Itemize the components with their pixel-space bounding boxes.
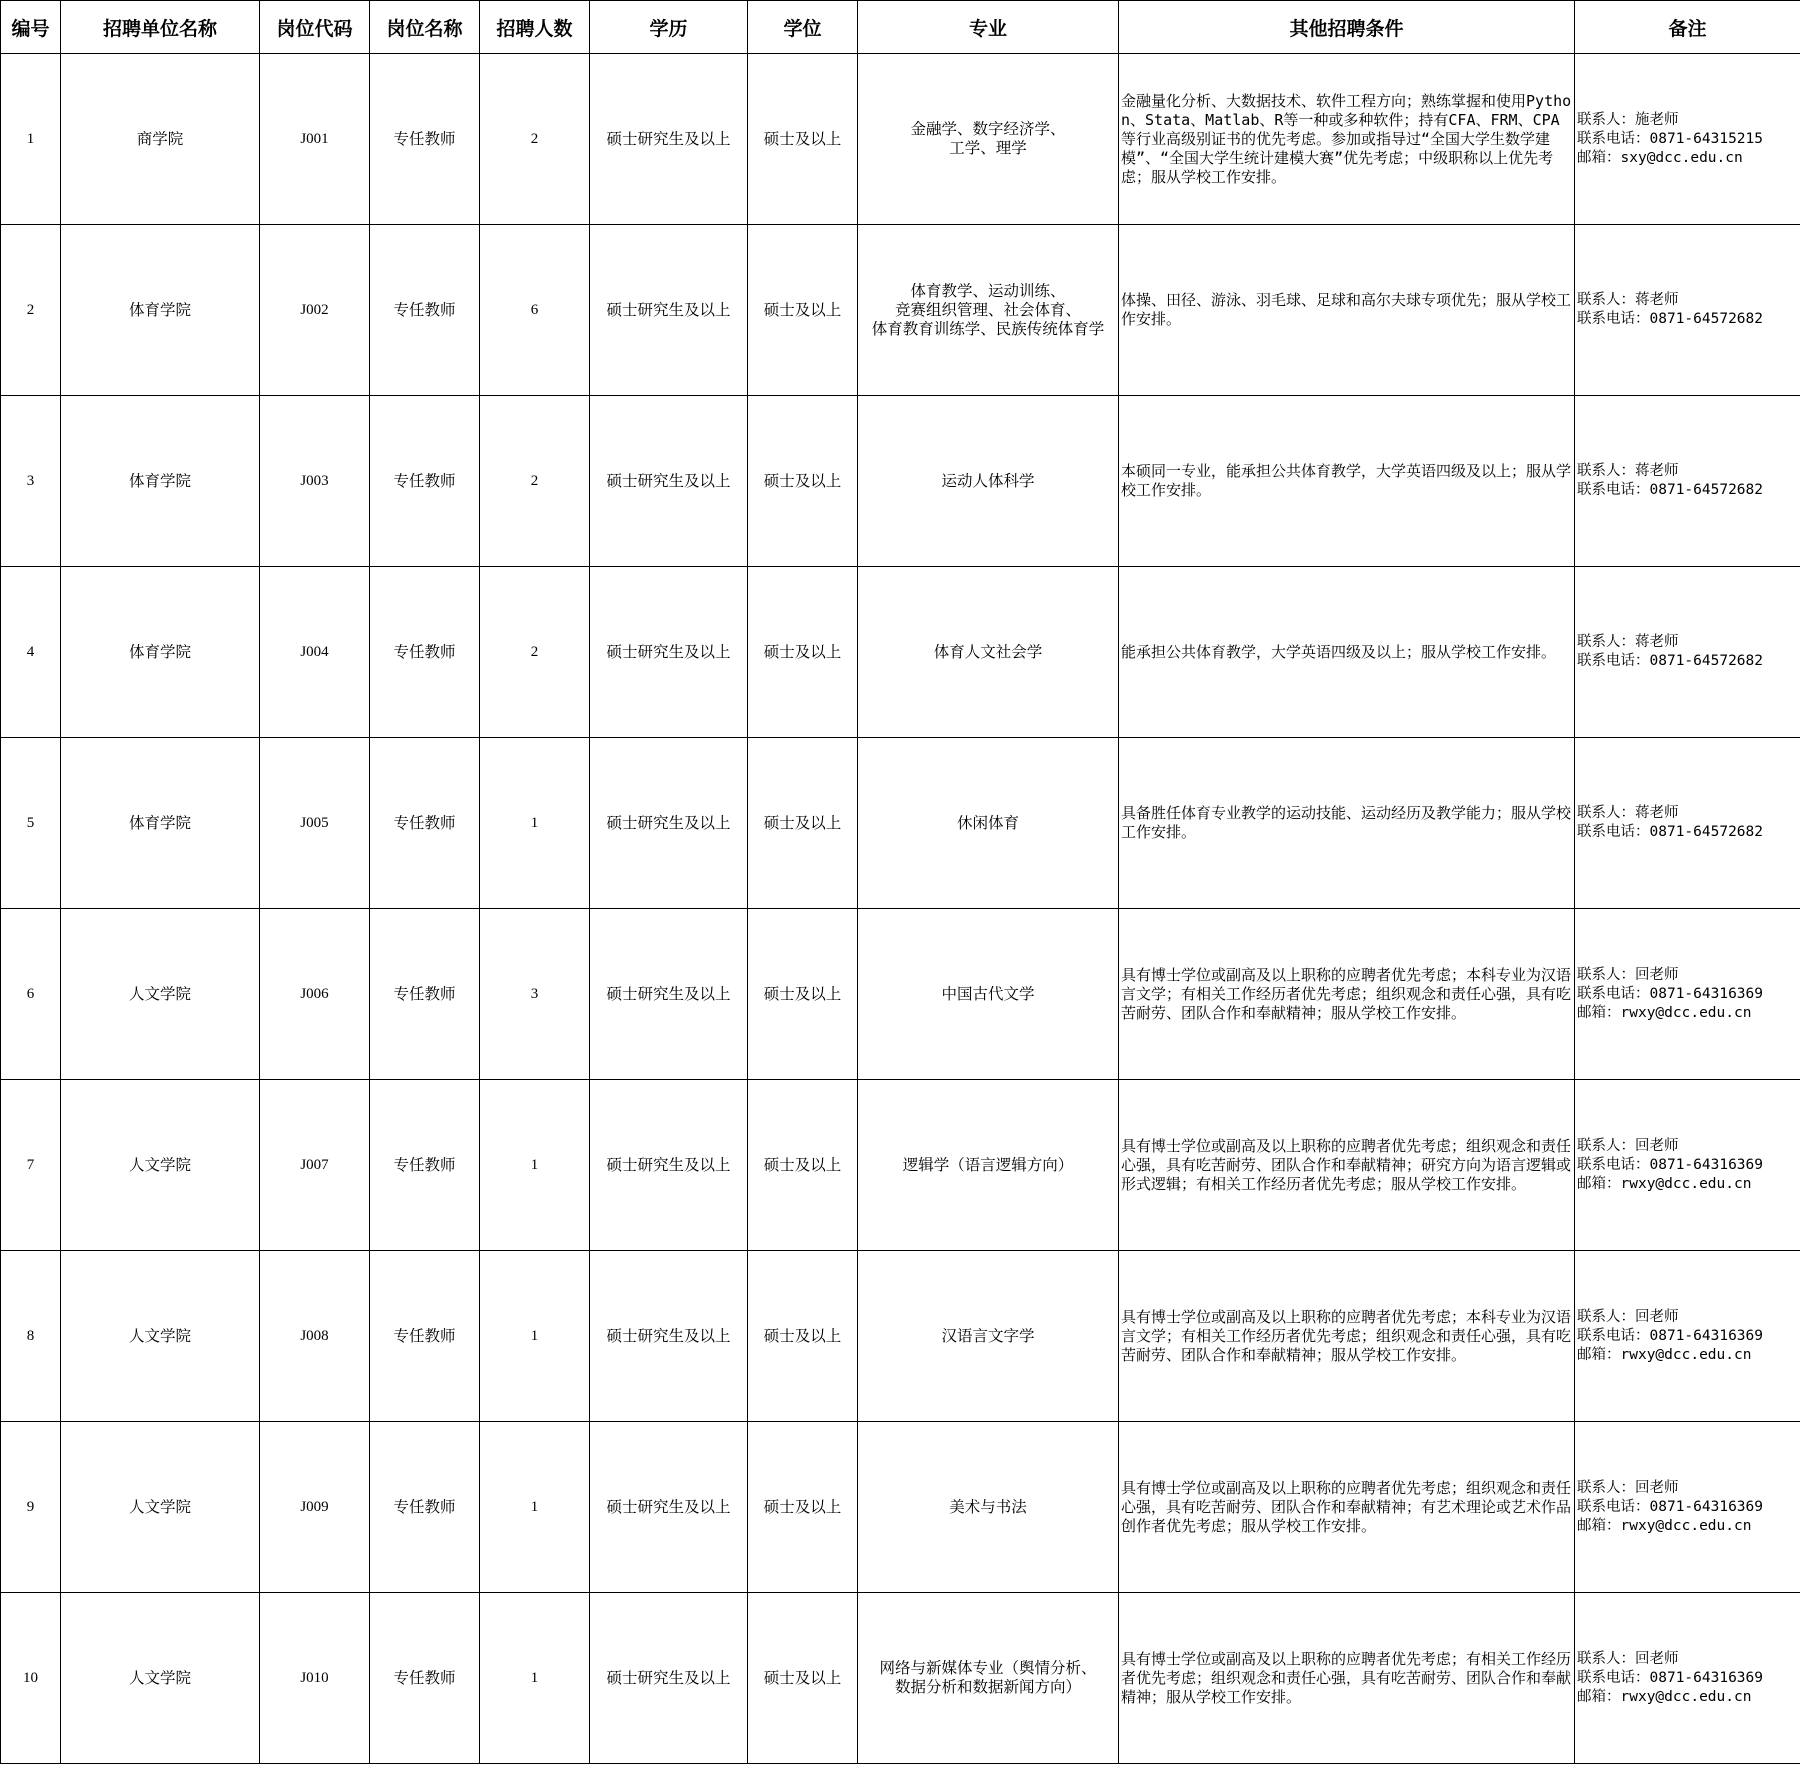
cell-code: J008 <box>260 1251 370 1422</box>
cell-edu: 硕士研究生及以上 <box>590 909 748 1080</box>
cell-unit: 人文学院 <box>61 1422 260 1593</box>
cell-note: 联系人：蒋老师 联系电话：0871-64572682 <box>1575 225 1800 396</box>
table-row <box>1 225 1800 396</box>
cell-code: J003 <box>260 396 370 567</box>
cell-note: 联系人：回老师 联系电话：0871-64316369 邮箱：rwxy@dcc.edu.cn <box>1575 1080 1800 1251</box>
cell-count: 1 <box>480 1593 590 1764</box>
cell-major: 逻辑学（语言逻辑方向） <box>858 1080 1119 1251</box>
cell-no: 10 <box>1 1593 61 1764</box>
cell-edu: 硕士研究生及以上 <box>590 1251 748 1422</box>
table-row <box>1 738 1800 909</box>
cell-code: J009 <box>260 1422 370 1593</box>
cell-code: J010 <box>260 1593 370 1764</box>
table-row <box>1 567 1800 738</box>
cell-no: 2 <box>1 225 61 396</box>
cell-count: 6 <box>480 225 590 396</box>
header-code: 岗位代码 <box>260 1 370 54</box>
cell-unit: 人文学院 <box>61 1593 260 1764</box>
cell-no: 7 <box>1 1080 61 1251</box>
cell-code: J007 <box>260 1080 370 1251</box>
cell-degree: 硕士及以上 <box>748 54 858 225</box>
cell-post: 专任教师 <box>370 567 480 738</box>
cell-no: 3 <box>1 396 61 567</box>
header-cond: 其他招聘条件 <box>1119 1 1575 54</box>
cell-unit: 人文学院 <box>61 1251 260 1422</box>
header-degree: 学位 <box>748 1 858 54</box>
cell-note: 联系人：回老师 联系电话：0871-64316369 邮箱：rwxy@dcc.edu.cn <box>1575 909 1800 1080</box>
cell-no: 8 <box>1 1251 61 1422</box>
cell-cond: 体操、田径、游泳、羽毛球、足球和高尔夫球专项优先；服从学校工作安排。 <box>1119 225 1575 396</box>
cell-unit: 体育学院 <box>61 225 260 396</box>
cell-count: 1 <box>480 1080 590 1251</box>
cell-cond: 具备胜任体育专业教学的运动技能、运动经历及教学能力；服从学校工作安排。 <box>1119 738 1575 909</box>
cell-degree: 硕士及以上 <box>748 1251 858 1422</box>
cell-post: 专任教师 <box>370 1251 480 1422</box>
cell-count: 1 <box>480 1422 590 1593</box>
cell-count: 3 <box>480 909 590 1080</box>
cell-no: 9 <box>1 1422 61 1593</box>
cell-major: 汉语言文字学 <box>858 1251 1119 1422</box>
cell-cond: 具有博士学位或副高及以上职称的应聘者优先考虑；组织观念和责任心强，具有吃苦耐劳、团队合作和奉献精神；有艺术理论或艺术作品创作者优先考虑；服从学校工作安排。 <box>1119 1422 1575 1593</box>
cell-degree: 硕士及以上 <box>748 1422 858 1593</box>
cell-cond: 能承担公共体育教学，大学英语四级及以上；服从学校工作安排。 <box>1119 567 1575 738</box>
cell-note: 联系人：蒋老师 联系电话：0871-64572682 <box>1575 396 1800 567</box>
cell-cond: 具有博士学位或副高及以上职称的应聘者优先考虑；组织观念和责任心强，具有吃苦耐劳、团队合作和奉献精神；研究方向为语言逻辑或形式逻辑；有相关工作经历者优先考虑；服从学校工作安排。 <box>1119 1080 1575 1251</box>
header-row <box>1 1 1800 54</box>
cell-note: 联系人：回老师 联系电话：0871-64316369 邮箱：rwxy@dcc.edu.cn <box>1575 1251 1800 1422</box>
cell-post: 专任教师 <box>370 225 480 396</box>
cell-code: J006 <box>260 909 370 1080</box>
table-row <box>1 1593 1800 1764</box>
cell-code: J002 <box>260 225 370 396</box>
cell-note: 联系人：回老师 联系电话：0871-64316369 邮箱：rwxy@dcc.edu.cn <box>1575 1422 1800 1593</box>
cell-count: 1 <box>480 1251 590 1422</box>
cell-cond: 具有博士学位或副高及以上职称的应聘者优先考虑；本科专业为汉语言文学；有相关工作经历者优先考虑；组织观念和责任心强，具有吃苦耐劳、团队合作和奉献精神；服从学校工作安排。 <box>1119 909 1575 1080</box>
cell-major: 运动人体科学 <box>858 396 1119 567</box>
cell-unit: 体育学院 <box>61 738 260 909</box>
cell-count: 2 <box>480 396 590 567</box>
cell-degree: 硕士及以上 <box>748 567 858 738</box>
table-body <box>1 54 1800 1764</box>
cell-count: 2 <box>480 567 590 738</box>
cell-major: 体育教学、运动训练、 竞赛组织管理、社会体育、 体育教育训练学、民族传统体育学 <box>858 225 1119 396</box>
cell-post: 专任教师 <box>370 1422 480 1593</box>
cell-note: 联系人：回老师 联系电话：0871-64316369 邮箱：rwxy@dcc.edu.cn <box>1575 1593 1800 1764</box>
cell-major: 金融学、数字经济学、 工学、理学 <box>858 54 1119 225</box>
cell-cond: 具有博士学位或副高及以上职称的应聘者优先考虑；有相关工作经历者优先考虑；组织观念和责任心强，具有吃苦耐劳、团队合作和奉献精神；服从学校工作安排。 <box>1119 1593 1575 1764</box>
cell-post: 专任教师 <box>370 909 480 1080</box>
header-post: 岗位名称 <box>370 1 480 54</box>
header-note: 备注 <box>1575 1 1800 54</box>
table-row <box>1 1080 1800 1251</box>
cell-note: 联系人：蒋老师 联系电话：0871-64572682 <box>1575 567 1800 738</box>
cell-code: J005 <box>260 738 370 909</box>
header-major: 专业 <box>858 1 1119 54</box>
cell-unit: 体育学院 <box>61 396 260 567</box>
table-row <box>1 54 1800 225</box>
cell-edu: 硕士研究生及以上 <box>590 225 748 396</box>
table-row <box>1 1251 1800 1422</box>
header-no: 编号 <box>1 1 61 54</box>
cell-edu: 硕士研究生及以上 <box>590 1080 748 1251</box>
cell-unit: 人文学院 <box>61 909 260 1080</box>
table-row <box>1 1422 1800 1593</box>
cell-unit: 人文学院 <box>61 1080 260 1251</box>
cell-edu: 硕士研究生及以上 <box>590 396 748 567</box>
cell-code: J001 <box>260 54 370 225</box>
cell-unit: 体育学院 <box>61 567 260 738</box>
cell-post: 专任教师 <box>370 738 480 909</box>
cell-edu: 硕士研究生及以上 <box>590 738 748 909</box>
cell-degree: 硕士及以上 <box>748 225 858 396</box>
cell-major: 美术与书法 <box>858 1422 1119 1593</box>
cell-no: 6 <box>1 909 61 1080</box>
table-row <box>1 396 1800 567</box>
header-edu: 学历 <box>590 1 748 54</box>
cell-note: 联系人：施老师 联系电话：0871-64315215 邮箱：sxy@dcc.edu.cn <box>1575 54 1800 225</box>
header-count: 招聘人数 <box>480 1 590 54</box>
cell-edu: 硕士研究生及以上 <box>590 567 748 738</box>
cell-degree: 硕士及以上 <box>748 396 858 567</box>
cell-degree: 硕士及以上 <box>748 909 858 1080</box>
cell-cond: 具有博士学位或副高及以上职称的应聘者优先考虑；本科专业为汉语言文学；有相关工作经历者优先考虑；组织观念和责任心强，具有吃苦耐劳、团队合作和奉献精神；服从学校工作安排。 <box>1119 1251 1575 1422</box>
cell-note: 联系人：蒋老师 联系电话：0871-64572682 <box>1575 738 1800 909</box>
cell-major: 休闲体育 <box>858 738 1119 909</box>
cell-edu: 硕士研究生及以上 <box>590 54 748 225</box>
cell-degree: 硕士及以上 <box>748 1080 858 1251</box>
cell-no: 1 <box>1 54 61 225</box>
cell-count: 2 <box>480 54 590 225</box>
table-row <box>1 909 1800 1080</box>
cell-count: 1 <box>480 738 590 909</box>
cell-post: 专任教师 <box>370 396 480 567</box>
cell-post: 专任教师 <box>370 1593 480 1764</box>
cell-post: 专任教师 <box>370 54 480 225</box>
header-unit: 招聘单位名称 <box>61 1 260 54</box>
cell-no: 5 <box>1 738 61 909</box>
cell-code: J004 <box>260 567 370 738</box>
cell-edu: 硕士研究生及以上 <box>590 1422 748 1593</box>
cell-no: 4 <box>1 567 61 738</box>
cell-edu: 硕士研究生及以上 <box>590 1593 748 1764</box>
cell-unit: 商学院 <box>61 54 260 225</box>
cell-major: 网络与新媒体专业（舆情分析、 数据分析和数据新闻方向） <box>858 1593 1119 1764</box>
cell-major: 中国古代文学 <box>858 909 1119 1080</box>
cell-degree: 硕士及以上 <box>748 738 858 909</box>
cell-cond: 金融量化分析、大数据技术、软件工程方向；熟练掌握和使用Python、Stata、Matlab、R等一种或多种软件；持有CFA、FRM、CPA等行业高级别证书的优先考虑。参加或指导过“全国大学生数学建模”、“全国大学生统计建模大赛”优先考虑；中级职称以上优先考虑；服从学校工作安排。 <box>1119 54 1575 225</box>
cell-degree: 硕士及以上 <box>748 1593 858 1764</box>
cell-post: 专任教师 <box>370 1080 480 1251</box>
cell-major: 体育人文社会学 <box>858 567 1119 738</box>
cell-cond: 本硕同一专业，能承担公共体育教学，大学英语四级及以上；服从学校工作安排。 <box>1119 396 1575 567</box>
